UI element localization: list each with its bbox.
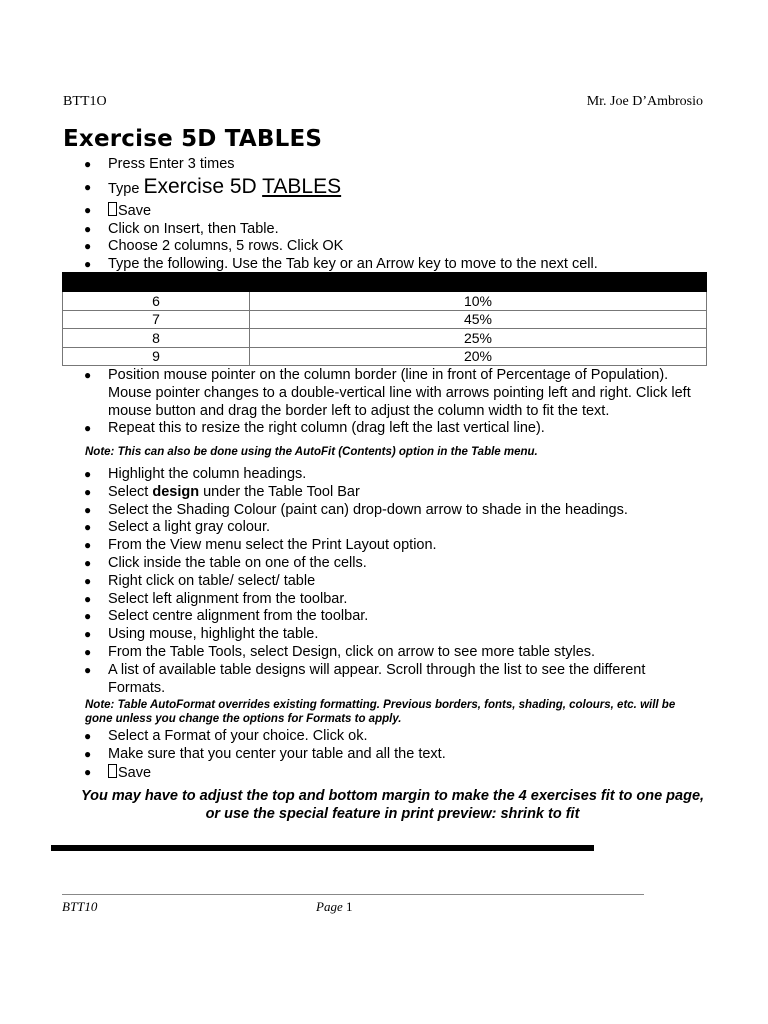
table-header-row (63, 273, 707, 292)
list-item: ● Select centre alignment from the toolbar. (84, 608, 369, 625)
exercise-table (62, 272, 707, 366)
list-item: ● Select design under the Table Tool Bar (84, 483, 360, 500)
list-item: ● Save (84, 764, 152, 781)
bullet-icon: ● (84, 239, 92, 254)
table-cell: 8 (63, 329, 250, 348)
note-autofit: Note: This can also be done using the AutoFit (Contents) option in the Table menu. (85, 446, 538, 458)
table-row (63, 347, 707, 366)
list-item: ● From the View menu select the Print Layout option. (84, 537, 437, 554)
list-item: ● Press Enter 3 times (84, 156, 235, 172)
list-item: ● Choose 2 columns, 5 rows. Click OK (84, 238, 344, 255)
list-item: ● Position mouse pointer on the column border (line in front of Percentage of Population). Mouse pointer changes to a double-vertical line with arrows pointing left and right. Click left mouse button and drag the border left to adjust the column width to fit the text. (84, 367, 691, 419)
table-cell: 20% (250, 347, 707, 366)
bullet-icon: ● (84, 502, 92, 517)
steps-list-b (0, 367, 698, 438)
table-cell: 7 (63, 310, 250, 329)
table-row (63, 310, 707, 329)
bullet-icon: ● (84, 368, 92, 382)
list-item: ● Select a light gray colour. (84, 519, 271, 536)
save-icon (108, 764, 117, 778)
bullet-icon: ● (84, 573, 92, 588)
footer-course: BTT10 (62, 899, 98, 914)
bullet-icon: ● (84, 627, 92, 642)
steps-list-a (0, 156, 698, 274)
bullet-icon: ● (84, 257, 92, 272)
table-header-cell (63, 273, 250, 292)
header-course: BTT1O (63, 94, 107, 109)
list-item: ● Click on Insert, then Table. (84, 220, 279, 237)
bullet-icon: ● (84, 157, 92, 171)
table-cell: 9 (63, 347, 250, 366)
page-number: 1 (345, 899, 353, 914)
list-item: ● Type the following. Use the Tab key or an Arrow key to move to the next cell. (84, 256, 598, 273)
list-item: ● A list of available table designs will appear. Scroll through the list to see the different Formats. (84, 661, 646, 696)
table-row (63, 329, 707, 348)
divider-bar (51, 845, 594, 851)
bullet-icon: ● (84, 538, 92, 553)
table-cell: 45% (250, 310, 707, 329)
bullet-icon: ● (84, 764, 92, 779)
list-item: ● From the Table Tools, select Design, click on arrow to see more table styles. (84, 643, 596, 660)
bullet-icon: ● (84, 591, 92, 606)
bullet-icon: ● (84, 644, 92, 659)
list-item: ● Save (84, 202, 152, 219)
list-item: ● Select a Format of your choice. Click ok. (84, 728, 368, 744)
list-item: ● Select left alignment from the toolbar. (84, 590, 348, 607)
bullet-icon: ● (84, 520, 92, 535)
save-icon (108, 202, 117, 216)
bullet-icon: ● (84, 662, 92, 677)
table-header-cell (250, 273, 707, 292)
closing-instruction: You may have to adjust the top and bottom margin to make the 4 exercises fit to one page, or use the special feature in print preview: shrink to fit (80, 788, 705, 822)
list-item: ● Select the Shading Colour (paint can) drop-down arrow to shade in the headings. (84, 501, 628, 518)
list-item: ● Using mouse, highlight the table. (84, 626, 319, 643)
bullet-icon: ● (84, 484, 92, 499)
list-item: ● Repeat this to resize the right column (drag left the last vertical line). (84, 420, 545, 437)
list-item: ● Make sure that you center your table and all the text. (84, 745, 446, 762)
table-cell: 10% (250, 292, 707, 311)
page-title: Exercise 5D TABLES (63, 126, 323, 152)
table-cell: 25% (250, 329, 707, 348)
list-item: ● Type Exercise 5D TABLES (84, 174, 342, 198)
bullet-icon: ● (84, 179, 92, 194)
bullet-icon: ● (84, 609, 92, 624)
table-cell: 6 (63, 292, 250, 311)
bullet-icon: ● (84, 746, 92, 761)
footer-page: Page 1 (316, 899, 353, 914)
steps-list-d (0, 728, 698, 782)
header-teacher: Mr. Joe D’Ambrosio (586, 94, 703, 109)
bullet-icon: ● (84, 729, 92, 743)
table-row (63, 292, 707, 311)
bullet-icon: ● (84, 202, 92, 217)
bullet-icon: ● (84, 221, 92, 236)
list-item: ● Click inside the table on one of the cells. (84, 554, 367, 571)
bullet-icon: ● (84, 555, 92, 570)
bullet-icon: ● (84, 467, 92, 481)
steps-list-c (0, 466, 698, 697)
list-item: ● Right click on table/ select/ table (84, 572, 316, 589)
footer-rule (62, 894, 644, 895)
bullet-icon: ● (84, 421, 92, 436)
note-autoformat: Note: Table AutoFormat overrides existing formatting. Previous borders, fonts, shading, colours, etc. will be gone unless you change the options for Formats to apply. (85, 699, 676, 725)
list-item: ● Highlight the column headings. (84, 466, 307, 482)
